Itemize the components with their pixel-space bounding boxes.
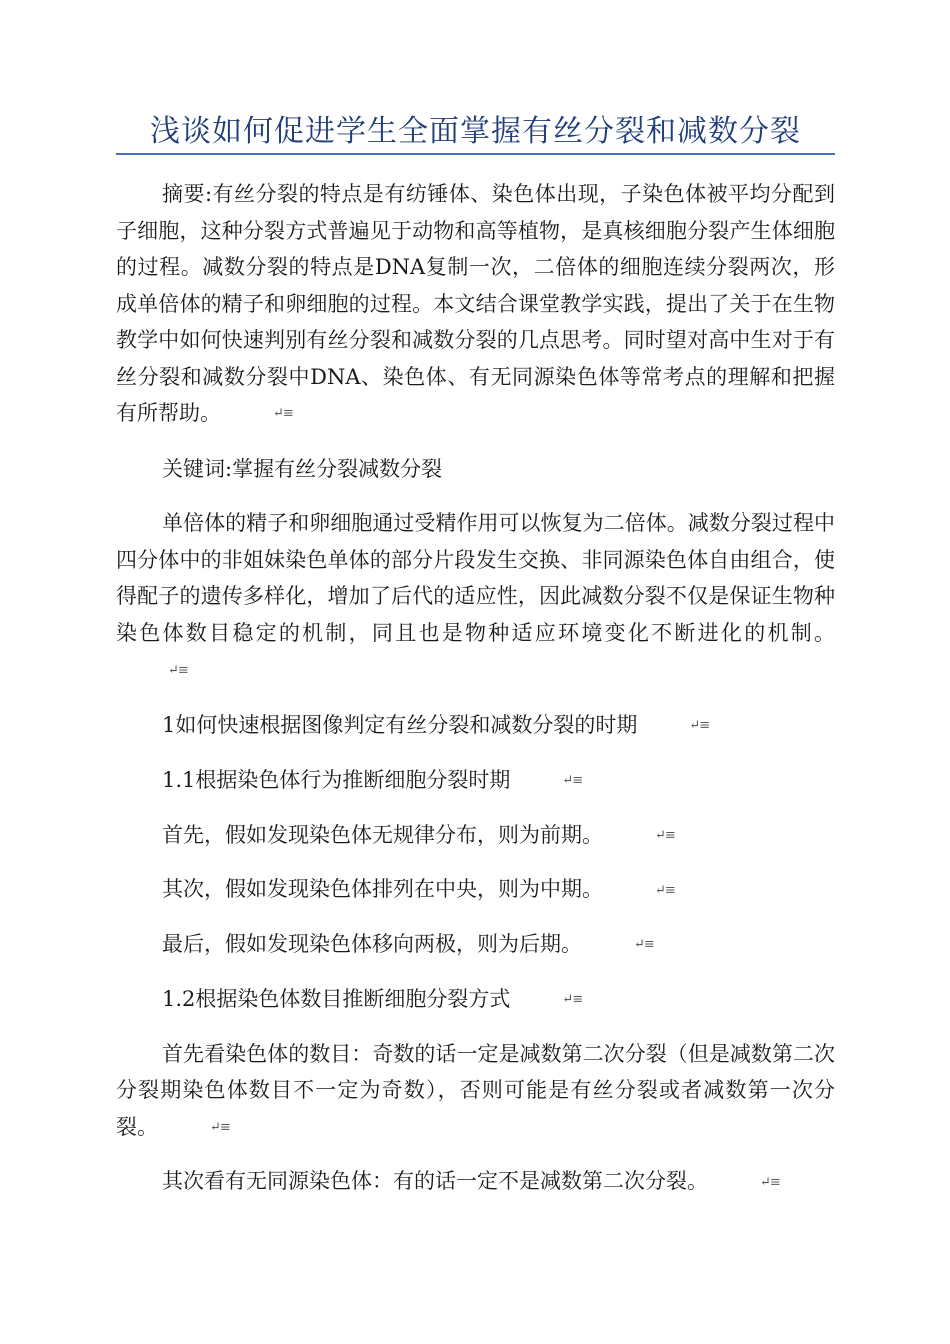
section-heading-text: 1如何快速根据图像判定有丝分裂和减数分裂的时期 (162, 713, 638, 737)
title-underline (116, 153, 835, 155)
abstract-paragraph (116, 176, 835, 433)
paragraph-mark-icon: ↵≡ (210, 1119, 230, 1135)
body-text: 首先，假如发现染色体无规律分布，则为前期。 (162, 822, 603, 847)
subsection-heading-text: 1.2根据染色体数目推断细胞分裂方式 (162, 986, 511, 1011)
body-text: 单倍体的精子和卵细胞通过受精作用可以恢复为二倍体。减数分裂过程中四分体中的非姐妹染色单体的部分片段发生交换、非同源染色体自由组合，使得配子的遗传多样化，增加了后代的适应性，因此减数分裂不仅是保证生物种染色体数目稳定的机制，同且也是物种适应环境变化不断进化的机制。 (116, 511, 835, 645)
body-paragraph (116, 505, 835, 689)
paragraph-mark-icon: ↵≡ (273, 406, 293, 422)
paragraph-mark-icon: ↵≡ (562, 773, 583, 788)
subsection-heading (116, 981, 835, 1019)
body-text: 首先看染色体的数目：奇数的话一定是减数第二次分裂（但是减数第二次分裂期染色体数目不一定为奇数），否则可能是有丝分裂或者减数第一次分裂。 (116, 1041, 835, 1139)
body-paragraph (116, 926, 835, 964)
body-paragraph (116, 1163, 835, 1201)
subsection-heading (116, 762, 835, 800)
paragraph-mark-icon: ↵≡ (655, 827, 675, 843)
document-body (116, 176, 835, 1201)
keywords-paragraph (116, 451, 835, 488)
paragraph-mark-icon: ↵≡ (655, 882, 675, 898)
body-text: 最后，假如发现染色体移向两极，则为后期。 (162, 932, 582, 956)
body-paragraph (116, 1036, 835, 1147)
body-text: 其次，假如发现染色体排列在中央，则为中期。 (162, 877, 603, 902)
body-text: 其次看有无同源染色体：有的话一定不是减数第二次分裂。 (162, 1169, 708, 1194)
paragraph-mark-icon: ↵≡ (168, 662, 188, 678)
paragraph-mark-icon: ↵≡ (689, 718, 710, 734)
document-title: 浅谈如何促进学生全面掌握有丝分裂和减数分裂 (150, 114, 801, 149)
subsection-heading-text: 1.1根据染色体行为推断细胞分裂时期 (162, 767, 511, 792)
body-paragraph (116, 871, 835, 909)
body-paragraph (116, 817, 835, 855)
section-heading (116, 707, 835, 745)
paragraph-mark-icon: ↵≡ (562, 992, 583, 1007)
paragraph-mark-icon: ↵≡ (760, 1174, 780, 1190)
paragraph-mark-icon: ↵≡ (634, 937, 654, 953)
keywords-text: 关键词:掌握有丝分裂减数分裂 (162, 456, 443, 481)
abstract-text: 摘要:有丝分裂的特点是有纺锤体、染色体出现，子染色体被平均分配到子细胞，这种分裂方式普遍见于动物和高等植物，是真核细胞分裂产生体细胞的过程。减数分裂的特点是DNA复制一次，二倍体的细胞连续分裂两次，形成单倍体的精子和卵细胞的过程。本文结合课堂教学实践，提出了关于在生物教学中如何快速判别有丝分裂和减数分裂的几点思考。同时望对高中生对于有丝分裂和减数分裂中DNA、染色体、有无同源染色体等常考点的理解和把握有所帮助。 (116, 182, 835, 425)
